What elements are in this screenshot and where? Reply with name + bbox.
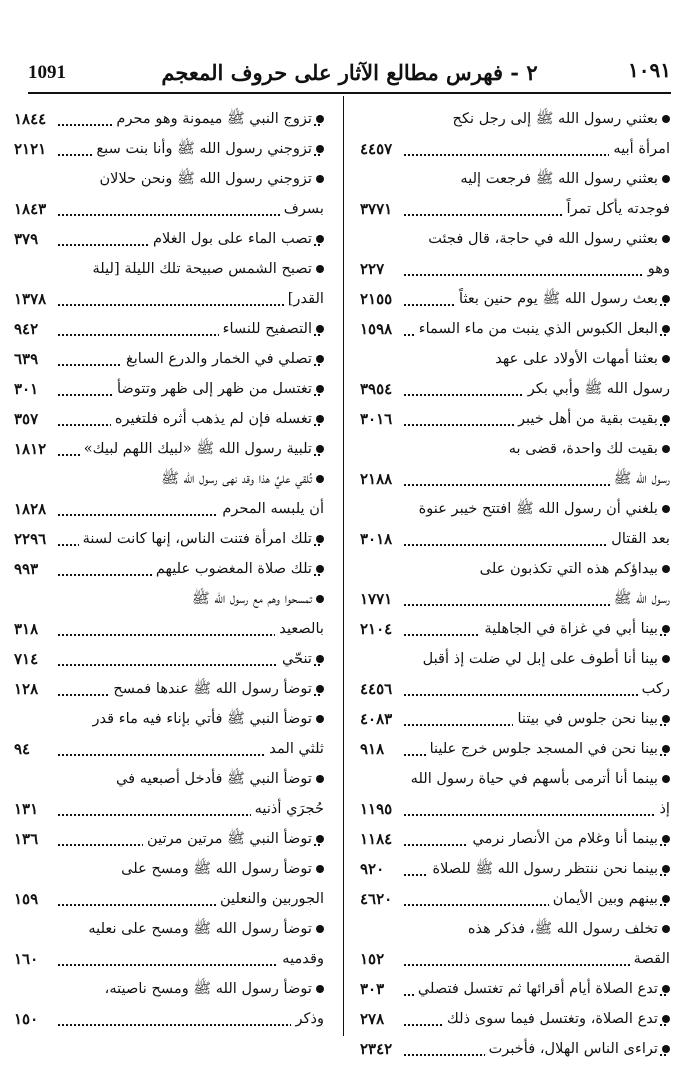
entry-line — [14, 494, 324, 524]
reference-number: ٣٠١٦ — [360, 410, 393, 428]
bullet-icon — [316, 535, 324, 543]
reference-number: ١٨٢٨ — [14, 500, 47, 518]
entry-text: أن يلبسه المحرم — [218, 500, 324, 517]
reference-number: ٢٧٨ — [360, 1010, 385, 1028]
reference-number: ٤٤٥٧ — [360, 140, 393, 158]
entry-line — [14, 614, 324, 644]
index-entry — [14, 254, 324, 314]
index-entry — [14, 764, 324, 824]
index-entry — [14, 224, 324, 254]
entry-line — [14, 944, 324, 974]
reference-number: ٣٧٧١ — [360, 200, 393, 218]
entry-text: تغسله فإن لم يذهب أثره فلتغيره — [111, 410, 312, 427]
reference-number: ٩٤٢ — [14, 320, 39, 338]
entry-text: بقيت لك واحدة، قضى به — [508, 440, 658, 457]
entry-text: وقدميه — [278, 950, 324, 967]
entry-text: تلبية رسول الله ﷺ «لبيك اللهم لبيك» — [80, 440, 312, 457]
reference-number: ٢٢٩٦ — [14, 530, 47, 548]
entry-text: ركب — [638, 680, 670, 697]
reference-number: ٧١٤ — [14, 650, 39, 668]
entry-text: بعثني رسول الله ﷺ فرجعت إليه — [460, 170, 658, 187]
index-entry — [360, 854, 670, 884]
entry-text: البعل الكبوس الذي ينبت من ماء السماء — [415, 320, 658, 337]
page-header — [28, 56, 671, 94]
entry-line — [360, 164, 670, 194]
bullet-icon — [316, 265, 324, 273]
bullet-icon — [316, 235, 324, 243]
entry-text: ثلثي المد — [265, 740, 324, 757]
index-entry — [360, 554, 670, 614]
header-rule — [28, 92, 671, 94]
bullet-icon — [662, 235, 670, 243]
index-entry — [14, 374, 324, 404]
entry-text: تصبح الشمس صبيحة تلك الليلة [ليلة — [92, 260, 312, 277]
bullet-icon — [662, 745, 670, 753]
entry-text: بينهم وبين الأيمان — [549, 890, 658, 907]
entry-line — [360, 944, 670, 974]
index-entry — [14, 434, 324, 464]
entry-text: بينا نحن في المسجد جلوس خرج علينا — [426, 740, 658, 757]
entry-line — [360, 1034, 670, 1064]
entry-line — [360, 614, 670, 644]
entry-line — [360, 344, 670, 374]
entry-line — [360, 734, 670, 764]
entry-text: تمسحوا وهم مع رسول الله ﷺ — [192, 590, 312, 607]
entry-line — [14, 524, 324, 554]
index-entry — [14, 164, 324, 224]
entry-line — [360, 674, 670, 704]
entry-text: وهو — [644, 260, 670, 277]
index-entry — [360, 884, 670, 914]
index-entry — [14, 674, 324, 704]
bullet-icon — [662, 625, 670, 633]
entry-text: بينا نحن جلوس في بيتنا — [513, 710, 658, 727]
reference-number: ٢١٥٥ — [360, 290, 393, 308]
reference-number: ٢٣٤٢ — [360, 1040, 393, 1058]
entry-line — [14, 1004, 324, 1034]
entry-line — [360, 974, 670, 1004]
entry-line — [14, 104, 324, 134]
entry-text: رسول الله ﷺ — [610, 470, 670, 487]
index-entry — [14, 974, 324, 1034]
index-entry — [14, 314, 324, 344]
index-entry — [360, 284, 670, 314]
reference-number: ٦٣٩ — [14, 350, 39, 368]
reference-number: ١٣١ — [14, 800, 39, 818]
bullet-icon — [316, 595, 324, 603]
reference-number: ٢١٠٤ — [360, 620, 393, 638]
entry-line — [14, 284, 324, 314]
bullet-icon — [662, 835, 670, 843]
reference-number: ٣٠٣ — [360, 980, 385, 998]
entry-text: بيداؤكم هذه التي تكذبون على — [479, 560, 658, 577]
dot-leader — [404, 814, 666, 816]
entry-text: تصلي في الخمار والدرع السابغ — [122, 350, 312, 367]
entry-text: القدر] — [284, 290, 324, 307]
dot-leader — [58, 1024, 320, 1026]
entry-text: حُجرَي أذنيه — [251, 800, 324, 817]
reference-number: ١٥٢ — [360, 950, 385, 968]
reference-number: ١٥٠ — [14, 1010, 39, 1028]
entry-line — [14, 194, 324, 224]
entry-line — [360, 374, 670, 404]
reference-number: ٢٢٧ — [360, 260, 385, 278]
entry-text: تراءى الناس الهلال، فأخبرت — [485, 1040, 658, 1057]
reference-number: ٣٧٩ — [14, 230, 39, 248]
index-entry — [360, 344, 670, 404]
entry-text: بسرف — [280, 200, 324, 217]
bullet-icon — [662, 355, 670, 363]
reference-number: ١٨١٢ — [14, 440, 47, 458]
index-entry — [360, 104, 670, 164]
entry-line — [14, 254, 324, 284]
reference-number: ١٨٤٣ — [14, 200, 47, 218]
bullet-icon — [316, 835, 324, 843]
bullet-icon — [662, 715, 670, 723]
page-number-latin: 1091 — [28, 62, 66, 83]
entry-line — [14, 704, 324, 734]
index-entry — [360, 644, 670, 704]
index-entry — [360, 704, 670, 734]
entry-text: فوجدته يأكل تمراً — [563, 200, 670, 217]
entry-text: بينا أبي في غزاة في الجاهلية — [480, 620, 658, 637]
entry-line — [360, 644, 670, 674]
entry-line — [14, 914, 324, 944]
entry-line — [360, 434, 670, 464]
reference-number: ١٣٦ — [14, 830, 39, 848]
entry-line — [14, 674, 324, 704]
entry-line — [360, 764, 670, 794]
entry-line — [360, 524, 670, 554]
entry-text: تنحّي — [278, 650, 312, 667]
index-entry — [14, 464, 324, 524]
entry-text: رسول الله ﷺ — [610, 590, 670, 607]
reference-number: ١١٩٥ — [360, 800, 393, 818]
entry-text: توضأ رسول الله ﷺ ومسح ناصيته، — [104, 980, 312, 997]
index-entry — [14, 134, 324, 164]
bullet-icon — [316, 175, 324, 183]
column-divider — [343, 96, 344, 1036]
bullet-icon — [662, 1015, 670, 1023]
index-entry — [360, 614, 670, 644]
bullet-icon — [662, 325, 670, 333]
reference-number: ٤٤٥٦ — [360, 680, 393, 698]
entry-line — [360, 254, 670, 284]
entry-text: توضأ النبي ﷺ فأتي بإناء فيه ماء قدر — [92, 710, 312, 727]
entry-text: بعثنا أمهات الأولاد على عهد — [495, 350, 658, 367]
entry-line — [360, 824, 670, 854]
entry-line — [14, 434, 324, 464]
entry-text: تصب الماء على بول الغلام — [149, 230, 312, 247]
index-entry — [14, 404, 324, 434]
bullet-icon — [316, 145, 324, 153]
index-entry — [14, 554, 324, 584]
index-entry — [360, 164, 670, 224]
entry-text: تزوجني رسول الله ﷺ وأنا بنت سبع — [92, 140, 312, 157]
bullet-icon — [316, 475, 324, 483]
entry-text: توضأ رسول الله ﷺ ومسح على نعليه — [88, 920, 312, 937]
bullet-icon — [316, 925, 324, 933]
entry-line — [360, 314, 670, 344]
reference-number: ١٥٩٨ — [360, 320, 393, 338]
entry-line — [360, 104, 670, 134]
index-entry — [360, 824, 670, 854]
bullet-icon — [316, 775, 324, 783]
bullet-icon — [316, 685, 324, 693]
bullet-icon — [662, 295, 670, 303]
entry-line — [14, 644, 324, 674]
entry-text: بقيت بقية من أهل خيبر — [514, 410, 658, 427]
entry-line — [14, 404, 324, 434]
entry-line — [360, 404, 670, 434]
entry-line — [14, 824, 324, 854]
bullet-icon — [662, 895, 670, 903]
index-entry — [14, 344, 324, 374]
bullet-icon — [316, 715, 324, 723]
index-entry — [360, 974, 670, 1004]
entry-text: وذكر — [291, 1010, 324, 1027]
dot-leader — [404, 964, 666, 966]
entry-text: توضأ رسول الله ﷺ عندها فمسح — [109, 680, 312, 697]
entry-text: إذ — [655, 800, 670, 817]
index-entry — [14, 914, 324, 974]
entry-text: توضأ النبي ﷺ فأدخل أصبعيه في — [116, 770, 312, 787]
bullet-icon — [662, 115, 670, 123]
index-entry — [360, 494, 670, 554]
index-column-right — [360, 104, 670, 1064]
index-entry — [360, 1034, 670, 1064]
entry-line — [360, 224, 670, 254]
index-entry — [360, 314, 670, 344]
index-entry — [360, 1004, 670, 1034]
entry-text: بينما أنا وغلام من الأنصار نرمي — [468, 830, 658, 847]
entry-line — [360, 284, 670, 314]
entry-text: تغتسل من ظهر إلى ظهر وتتوضأ — [113, 380, 312, 397]
bullet-icon — [316, 355, 324, 363]
entry-line — [360, 794, 670, 824]
index-entry — [14, 824, 324, 854]
entry-text: بلغني أن رسول الله ﷺ افتتح خيبر عنوة — [418, 500, 658, 517]
entry-line — [14, 374, 324, 404]
bullet-icon — [662, 865, 670, 873]
entry-line — [14, 344, 324, 374]
reference-number: ٤٦٢٠ — [360, 890, 393, 908]
entry-line — [360, 704, 670, 734]
reference-number: ٤٠٨٣ — [360, 710, 393, 728]
entry-text: بعد القتال — [607, 530, 670, 547]
index-entry — [14, 524, 324, 554]
index-entry — [14, 644, 324, 674]
entry-text: بعثني رسول الله ﷺ إلى رجل نكح — [452, 110, 658, 127]
entry-text: بالصعيد — [275, 620, 324, 637]
bullet-icon — [662, 565, 670, 573]
page-title: ٢ - فهرس مطالع الآثار على حروف المعجم — [161, 60, 538, 85]
index-entry — [14, 854, 324, 914]
entry-line — [360, 854, 670, 884]
bullet-icon — [662, 445, 670, 453]
bullet-icon — [662, 925, 670, 933]
reference-number: ١٨٤٤ — [14, 110, 47, 128]
entry-line — [360, 494, 670, 524]
bullet-icon — [662, 415, 670, 423]
bullet-icon — [662, 655, 670, 663]
entry-line — [14, 734, 324, 764]
reference-number: ٩١٨ — [360, 740, 385, 758]
index-entry — [14, 704, 324, 764]
entry-line — [14, 134, 324, 164]
bullet-icon — [662, 175, 670, 183]
entry-line — [14, 764, 324, 794]
entry-text: تُلقي عليَّ هذا وقد نهى رسول الله ﷺ — [161, 470, 312, 487]
reference-number: ١٢٨ — [14, 680, 39, 698]
entry-line — [14, 974, 324, 1004]
entry-text: تزوجني رسول الله ﷺ ونحن حلالان — [99, 170, 312, 187]
entry-text: بعث رسول الله ﷺ يوم حنين بعثاً — [455, 290, 658, 307]
entry-text: رسول الله ﷺ وأبي بكر — [524, 380, 670, 397]
entry-line — [360, 884, 670, 914]
reference-number: ٩٢٠ — [360, 860, 385, 878]
reference-number: ٩٤ — [14, 740, 31, 758]
entry-text: بينا أنا أطوف على إبل لي ضلت إذ أقبل — [422, 650, 658, 667]
index-entry — [360, 224, 670, 284]
bullet-icon — [316, 865, 324, 873]
reference-number: ١٥٩ — [14, 890, 39, 908]
entry-text: تخلف رسول الله ﷺ، فذكر هذه — [467, 920, 658, 937]
entry-line — [14, 584, 324, 614]
entry-line — [360, 134, 670, 164]
entry-text: بينما أنا أترمى بأسهم في حياة رسول الله — [410, 770, 658, 787]
entry-text: تلك صلاة المغضوب عليهم — [152, 560, 312, 577]
entry-text: تلك امرأة فتنت الناس، إنها كانت لسنة — [79, 530, 312, 547]
reference-number: ٣١٨ — [14, 620, 39, 638]
index-entry — [360, 764, 670, 824]
entry-text: توضأ النبي ﷺ مرتين مرتين — [143, 830, 312, 847]
entry-text: امرأة أبيه — [609, 140, 670, 157]
bullet-icon — [316, 385, 324, 393]
reference-number: ٢١٢١ — [14, 140, 47, 158]
reference-number: ٣٩٥٤ — [360, 380, 393, 398]
bullet-icon — [662, 505, 670, 513]
entry-text: بينما نحن ننتظر رسول الله ﷺ للصلاة — [428, 860, 658, 877]
entry-line — [360, 194, 670, 224]
bullet-icon — [316, 415, 324, 423]
entry-line — [14, 314, 324, 344]
bullet-icon — [662, 775, 670, 783]
index-column-left — [14, 104, 324, 1034]
entry-line — [360, 1004, 670, 1034]
reference-number: ٢١٨٨ — [360, 470, 393, 488]
index-entry — [360, 434, 670, 494]
entry-line — [14, 554, 324, 584]
entry-line — [14, 164, 324, 194]
entry-text: القصة — [630, 950, 670, 967]
entry-line — [14, 794, 324, 824]
reference-number: ٣٠١ — [14, 380, 39, 398]
bullet-icon — [316, 115, 324, 123]
reference-number: ٣٠١٨ — [360, 530, 393, 548]
bullet-icon — [316, 655, 324, 663]
dot-leader — [404, 274, 666, 276]
entry-text: تزوج النبي ﷺ ميمونة وهو محرم — [112, 110, 312, 127]
entry-line — [14, 224, 324, 254]
entry-text: تدع الصلاة، وتغتسل فيما سوى ذلك — [443, 1010, 658, 1027]
entry-line — [14, 854, 324, 884]
bullet-icon — [662, 985, 670, 993]
bullet-icon — [662, 1045, 670, 1053]
bullet-icon — [316, 565, 324, 573]
reference-number: ٩٩٣ — [14, 560, 39, 578]
entry-text: الجوربين والنعلين — [216, 890, 324, 907]
entry-text: التصفيح للنساء — [219, 320, 312, 337]
entry-line — [360, 914, 670, 944]
index-entry — [360, 914, 670, 974]
index-entry — [14, 104, 324, 134]
bullet-icon — [316, 325, 324, 333]
dot-leader — [58, 304, 320, 306]
entry-line — [14, 884, 324, 914]
entry-text: بعثني رسول الله في حاجة، قال فجئت — [428, 230, 658, 247]
entry-line — [14, 464, 324, 494]
reference-number: ١٣٧٨ — [14, 290, 47, 308]
entry-text: تدع الصلاة أيام أقرائها ثم تغتسل فتصلي — [414, 980, 658, 997]
reference-number: ٣٥٧ — [14, 410, 39, 428]
entry-line — [360, 584, 670, 614]
index-entry — [14, 584, 324, 644]
index-entry — [360, 734, 670, 764]
entry-text: توضأ رسول الله ﷺ ومسح على — [121, 860, 312, 877]
reference-number: ١١٨٤ — [360, 830, 393, 848]
dot-leader — [404, 694, 666, 696]
reference-number: ١٦٠ — [14, 950, 39, 968]
page-number-arabic: ١٠٩١ — [628, 58, 671, 82]
entry-line — [360, 464, 670, 494]
bullet-icon — [316, 985, 324, 993]
reference-number: ١٧٧١ — [360, 590, 393, 608]
entry-line — [360, 554, 670, 584]
index-entry — [360, 404, 670, 434]
bullet-icon — [316, 445, 324, 453]
